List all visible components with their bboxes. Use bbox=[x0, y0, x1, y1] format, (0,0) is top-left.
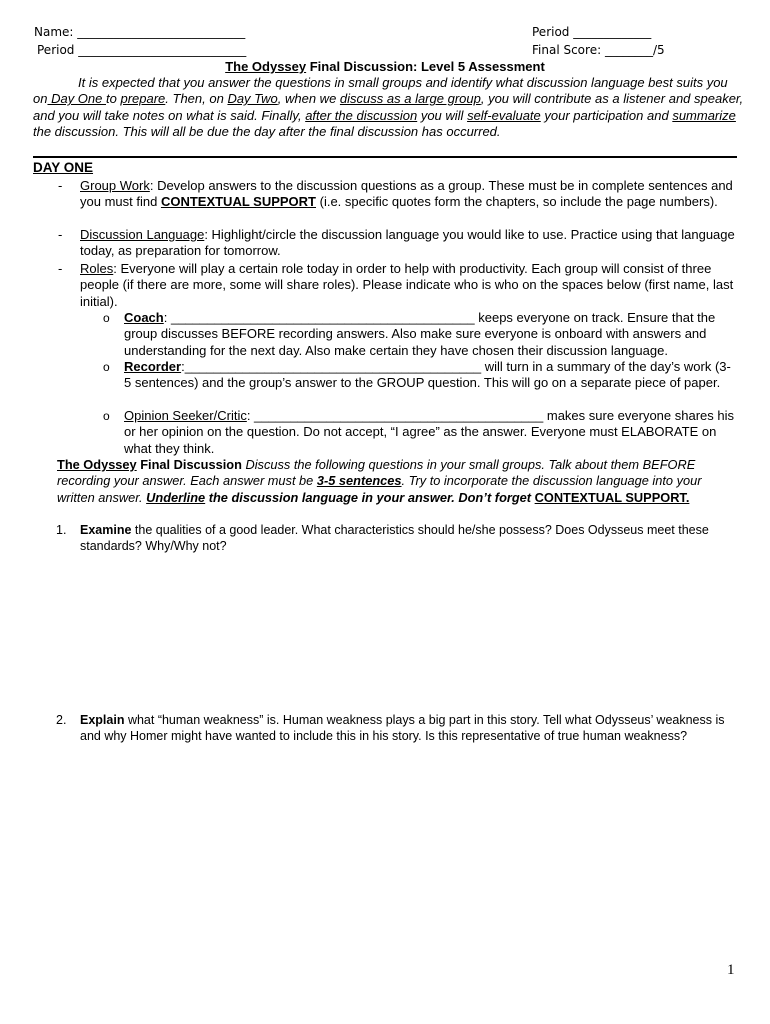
intro-text: to bbox=[106, 91, 121, 107]
intro-text: the discussion. This will all be due the day after the final discussion has occurred. bbox=[33, 123, 501, 139]
page-title bbox=[0, 58, 770, 75]
intro-self-evaluate: self-evaluate bbox=[467, 107, 541, 123]
roles-item bbox=[80, 261, 740, 310]
intro-text: you will bbox=[417, 107, 468, 123]
intro-text: your participation and bbox=[540, 107, 673, 123]
group-work-item bbox=[80, 178, 740, 211]
discussion-language-item bbox=[80, 227, 740, 260]
page-number: 1 bbox=[727, 962, 735, 978]
bullet-circle: o bbox=[103, 311, 110, 325]
discussion-language-label: Discussion Language bbox=[80, 227, 205, 242]
intro-text: , you will contribute as a listener and speaker, and you will take notes on what is said. Finally, bbox=[33, 91, 744, 123]
instructions-title-rest: Final Discussion bbox=[136, 457, 242, 472]
bullet-dash: - bbox=[58, 227, 63, 242]
instructions-paragraph bbox=[57, 457, 737, 506]
intro-text: . Then, on bbox=[165, 91, 228, 107]
title-book: The Odyssey bbox=[225, 59, 307, 74]
title-rest: Final Discussion: Level 5 Assessment bbox=[306, 59, 545, 74]
group-work-text: : Develop answers to the discussion questions as a group. These must be in complete sentences and you must find bbox=[80, 178, 733, 210]
opinion-seeker-role bbox=[124, 408, 738, 457]
instructions-book: The Odyssey bbox=[57, 457, 137, 472]
intro-day-one: Day One bbox=[47, 91, 106, 107]
group-work-text: (i.e. specific quotes form the chapters, so include the page numbers). bbox=[316, 194, 718, 210]
intro-prepare: prepare bbox=[120, 91, 166, 107]
name-field-label: Name: ____________________________ bbox=[34, 25, 246, 39]
intro-large-group: discuss as a large group bbox=[339, 91, 481, 107]
group-work-label: Group Work bbox=[80, 178, 150, 193]
bullet-circle: o bbox=[103, 409, 110, 423]
question-verb: Examine bbox=[80, 523, 132, 537]
roles-label: Roles bbox=[80, 261, 114, 276]
bullet-circle: o bbox=[103, 360, 110, 374]
question-2 bbox=[80, 712, 730, 744]
discussion-language-text: : Highlight/circle the discussion language you would like to use. Practice using that language today, as preparation for tomorrow. bbox=[80, 227, 735, 259]
coach-text: : __________________________________________ keeps everyone on track. Ensure that the group discusses BEFORE recording answers. Also make sure everyone is onboard with answers and understanding for the next day. Also make certain they have chosen their discussion language. bbox=[124, 310, 716, 358]
intro-text: It is expected that you answer the questions in small groups and identify what discussion language best suits you on bbox=[33, 75, 728, 107]
contextual-support-emphasis: CONTEXTUAL SUPPORT bbox=[160, 194, 316, 210]
question-text: the qualities of a good leader. What characteristics should he/she possess? Does Odysseus meet these standards? Why/Why not? bbox=[80, 523, 709, 553]
coach-label: Coach bbox=[124, 310, 164, 325]
instructions-sentences: 3-5 sentences bbox=[316, 473, 402, 489]
intro-summarize: summarize bbox=[672, 107, 736, 123]
recorder-text: :_________________________________________ will turn in a summary of the day’s work (3-5 sentences) and the group’s answer to the GROUP question. This will go on a separate piece of paper. bbox=[124, 359, 731, 391]
bullet-dash: - bbox=[58, 261, 63, 276]
period-field-label-right: Period _____________ bbox=[532, 25, 652, 39]
horizontal-rule bbox=[33, 156, 737, 158]
instructions-text: Discuss the following questions in your small groups. Talk about them BEFORE recording your answer. Each answer must be bbox=[57, 457, 696, 489]
final-score-label: Final Score: ________/5 bbox=[532, 43, 665, 57]
question-verb: Explain bbox=[80, 713, 125, 727]
question-number: 1. bbox=[56, 523, 67, 537]
opinion-seeker-label: Opinion Seeker/Critic bbox=[124, 408, 247, 423]
recorder-label: Recorder bbox=[124, 359, 182, 374]
bullet-dash: - bbox=[58, 178, 63, 193]
intro-paragraph bbox=[33, 75, 745, 140]
intro-after-discussion: after the discussion bbox=[305, 107, 418, 123]
instructions-contextual-support: CONTEXTUAL SUPPORT. bbox=[534, 489, 690, 505]
day-one-heading: DAY ONE bbox=[33, 160, 94, 175]
intro-text: , when we bbox=[277, 91, 340, 107]
intro-day-two: Day Two bbox=[227, 91, 278, 107]
opinion-seeker-text: : ________________________________________ makes sure everyone shares his or her opinion on the question. Do not accept, “I agree” as the answer. Everyone must ELABORATE on what they think. bbox=[124, 408, 735, 456]
roles-text: : Everyone will play a certain role today in order to help with productivity. Each group will consist of three people (if there are more, some will share roles). Please indicate who is who on the spaces below (first name, last initial). bbox=[80, 261, 734, 309]
period-field-label-left: Period ____________________________ bbox=[37, 43, 247, 57]
instructions-text: . Try to incorporate the discussion language into your written answer. bbox=[57, 473, 702, 505]
question-number: 2. bbox=[56, 713, 67, 727]
question-1 bbox=[80, 522, 730, 554]
recorder-role bbox=[124, 359, 738, 392]
question-text: what “human weakness” is. Human weakness plays a big part in this story. Tell what Odysseus’ weakness is and why Homer might have wanted to include this in his story. Is this representative of true human weakness? bbox=[80, 713, 725, 743]
instructions-underline-word: Underline bbox=[146, 489, 206, 505]
coach-role bbox=[124, 310, 738, 359]
instructions-text: the discussion language in your answer. Don’t forget bbox=[205, 489, 535, 505]
